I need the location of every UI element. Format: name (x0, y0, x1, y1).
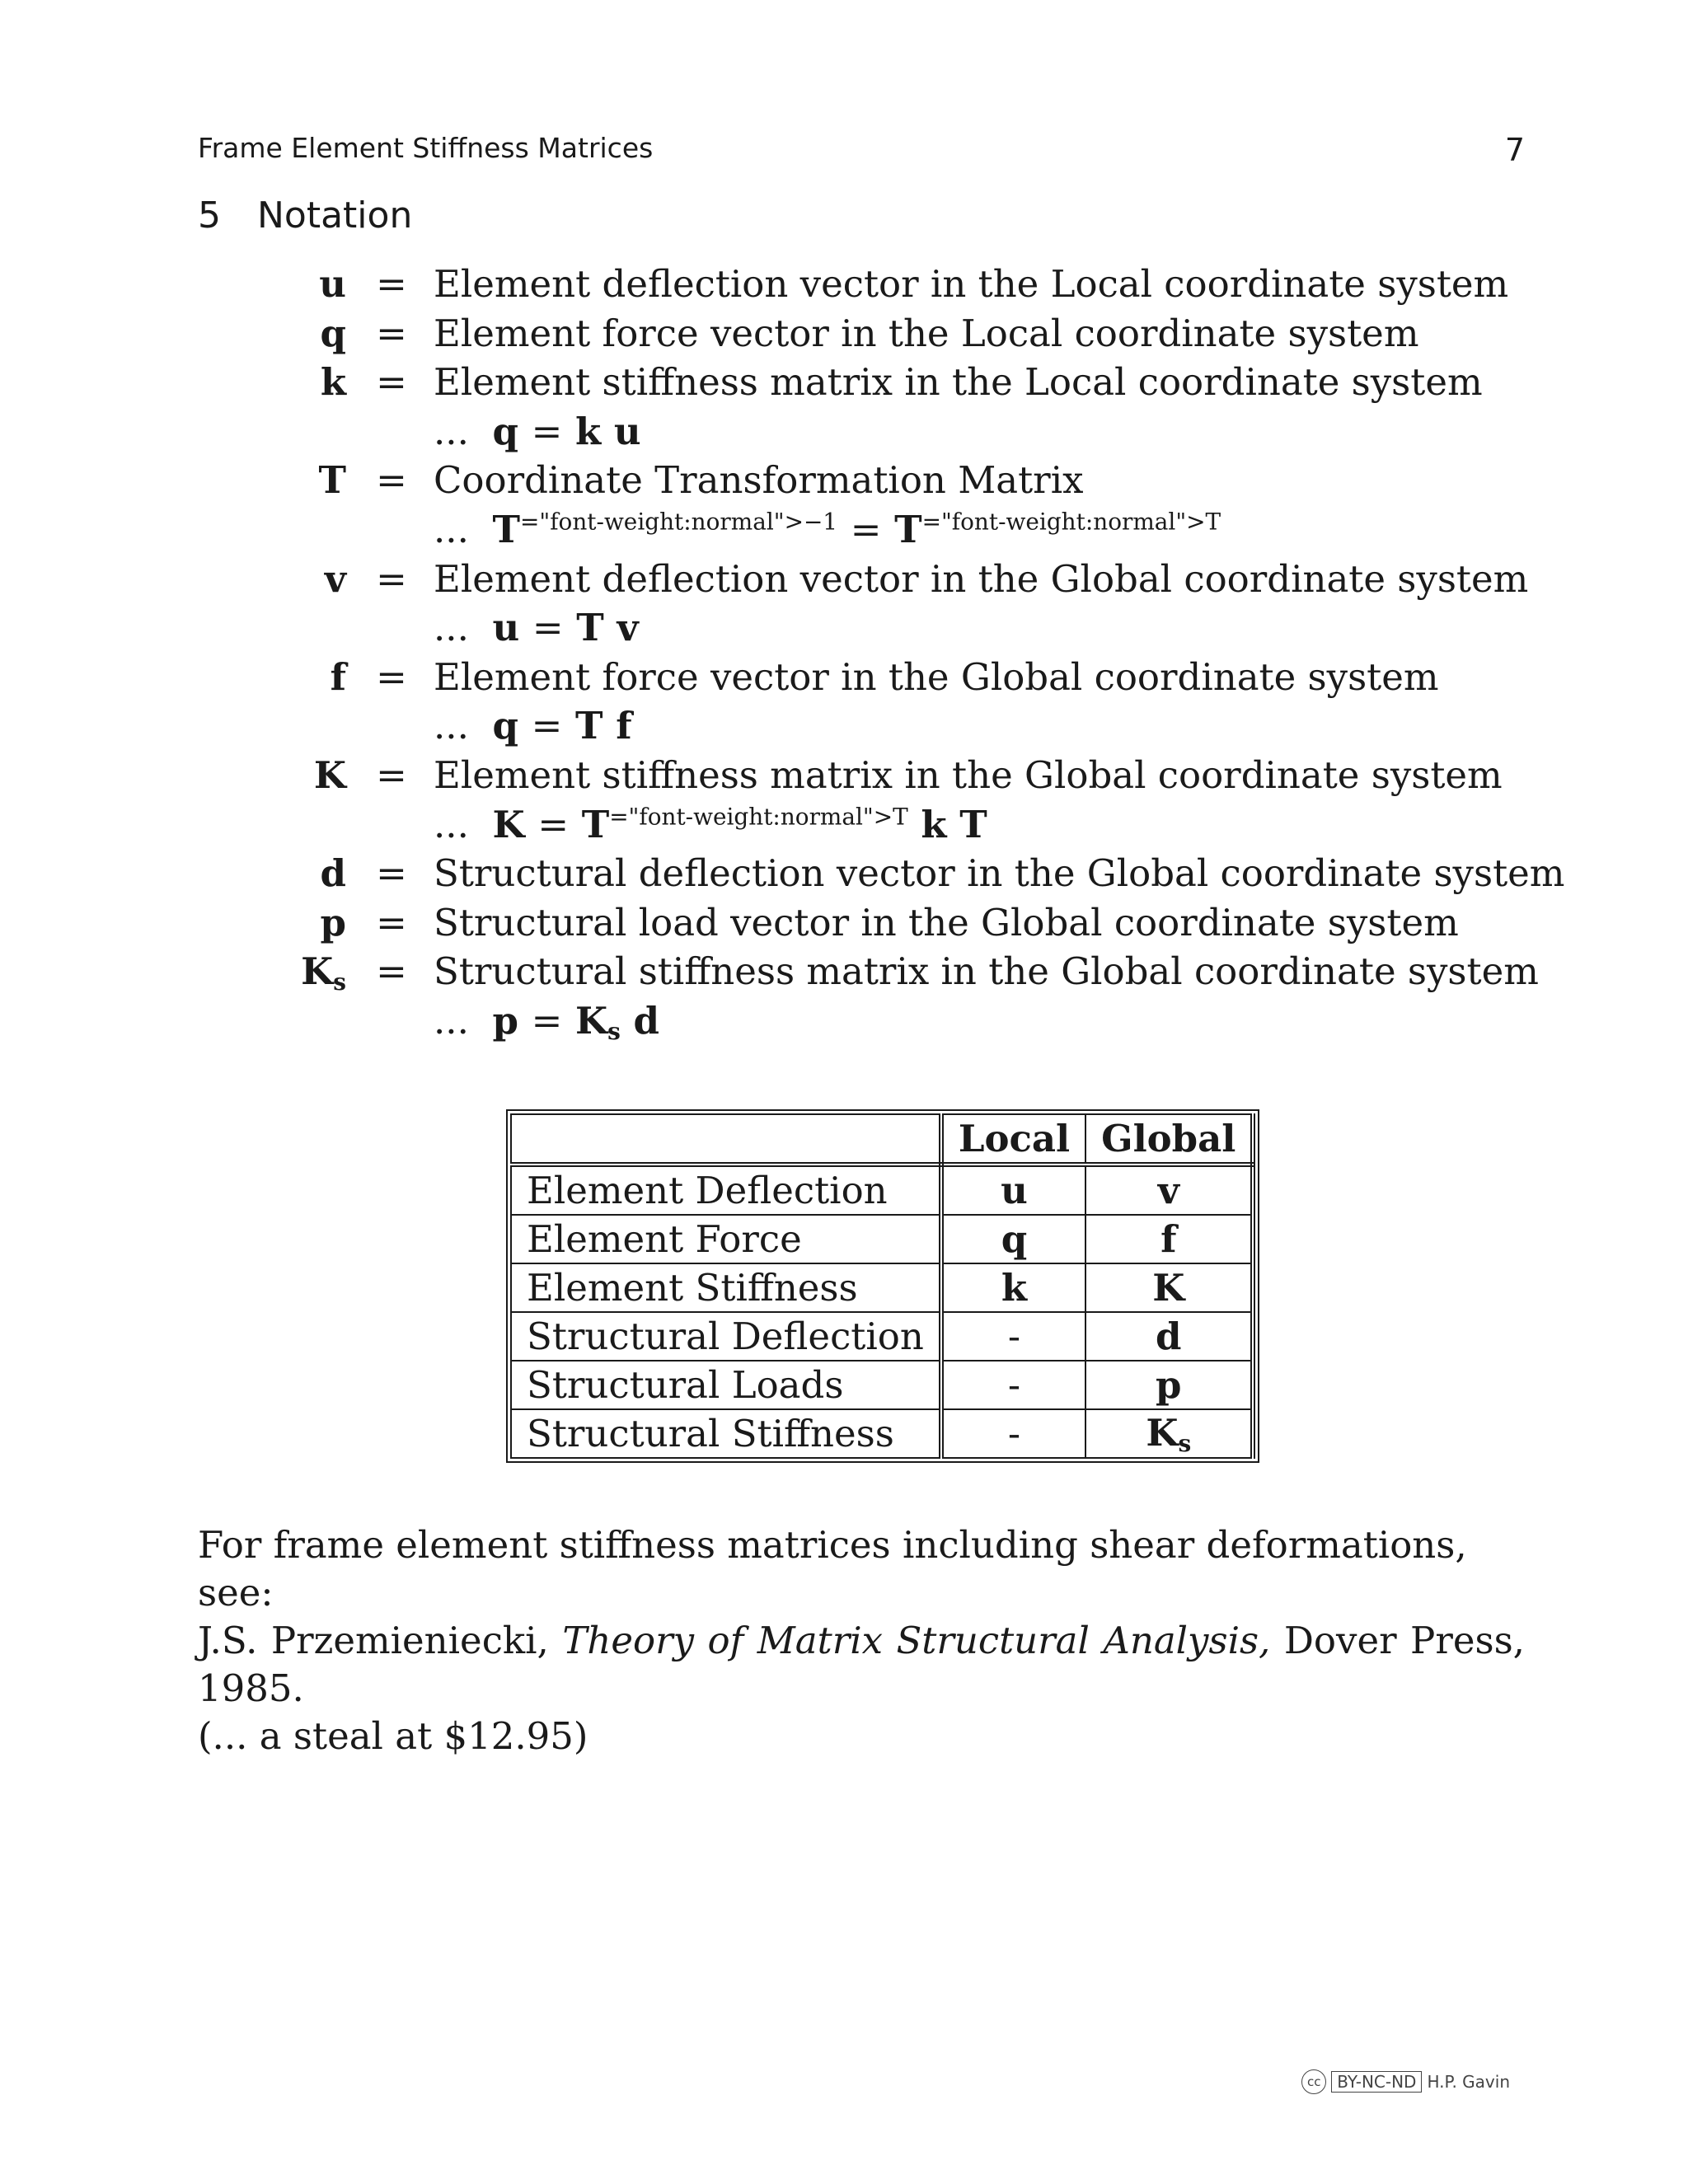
notation-row (272, 901, 1508, 950)
table-header-cell: Local (941, 1114, 1085, 1165)
equals-sign: = (376, 654, 407, 699)
reference-line-1: For frame element stiffness matrices including shear deformations, see: (198, 1523, 1467, 1615)
notation-definition: Element deflection vector in the Global coordinate system (434, 556, 1529, 601)
notation-definition: Element force vector in the Local coordinate system (434, 311, 1419, 355)
relation-text: ... q = k u (434, 409, 641, 453)
relation-text: ... $p = K_s$ d (434, 998, 660, 1045)
reference-publisher: Dover Press, 1985. (198, 1619, 1525, 1710)
table-cell: - (941, 1312, 1085, 1361)
table-row (511, 1312, 1253, 1361)
creative-commons-icon: cc (1301, 2069, 1326, 2094)
equals-sign: = (376, 311, 407, 355)
section-number: 5 (198, 194, 221, 237)
notation-relation (272, 999, 1508, 1048)
reference-line-2 (198, 1617, 1525, 1713)
header-title: Frame Element Stiffness Matrices (198, 132, 654, 164)
notation-row (272, 655, 1508, 705)
notation-row (272, 556, 1529, 607)
notation-definition: Element force vector in the Global coordinate system (434, 654, 1439, 699)
table-row (511, 1409, 1253, 1458)
footer-author: H.P. Gavin (1427, 2072, 1510, 2092)
table-cell: Element Force (511, 1215, 941, 1263)
notation-relation (272, 410, 1508, 459)
notation-symbol: q (320, 311, 346, 355)
reference-author: J.S. Przemieniecki, (198, 1619, 549, 1662)
notation-row (272, 262, 1508, 312)
notation-row (272, 360, 1508, 410)
table-cell: Element Deflection (511, 1165, 941, 1215)
equals-sign: = (376, 851, 407, 896)
equals-sign: = (376, 458, 407, 503)
notation-definition: Structural deflection vector in the Global coordinate system (434, 851, 1565, 896)
notation-definition: Element deflection vector in the Local coordinate system (434, 262, 1509, 306)
notation-relation (272, 508, 1508, 557)
notation-row (272, 312, 1508, 361)
table-cell: Structural Stiffness (511, 1409, 941, 1458)
table-header-cell (511, 1114, 941, 1165)
table-header-cell: Global (1085, 1114, 1253, 1165)
table-cell: k (941, 1263, 1085, 1312)
relation-text: ... $K = T^{="font-weight:normal">T}$ k T (434, 802, 987, 846)
table-cell: Structural Loads (511, 1361, 941, 1409)
notation-row (272, 949, 1539, 999)
notation-symbol: d (320, 851, 346, 896)
notation-definition: Structural load vector in the Global coordinate system (434, 900, 1459, 944)
notation-table (510, 1113, 1255, 1459)
section-title: Notation (257, 194, 413, 237)
equals-sign: = (376, 556, 407, 601)
license-footer (1301, 2069, 1510, 2094)
table-cell: K (1085, 1263, 1253, 1312)
notation-list (272, 262, 1565, 1048)
notation-symbol: K (313, 752, 346, 797)
notation-definition: Coordinate Transformation Matrix (434, 458, 1084, 503)
notation-symbol: k (320, 360, 346, 405)
notation-row (272, 753, 1508, 803)
table-row (511, 1215, 1253, 1263)
table-row (511, 1165, 1253, 1215)
table-header-row (511, 1114, 1253, 1165)
notation-symbol: u (319, 262, 346, 306)
notation-definition: Structural stiffness matrix in the Global coordinate system (434, 949, 1539, 994)
equals-sign: = (376, 900, 407, 944)
equals-sign: = (376, 752, 407, 797)
table-cell: q (941, 1215, 1085, 1263)
notation-relation (272, 704, 1508, 753)
notation-definition: Element stiffness matrix in the Local coordinate system (434, 360, 1483, 405)
notation-relation (272, 803, 1508, 852)
notation-symbol: v (324, 556, 346, 601)
table-cell: f (1085, 1215, 1253, 1263)
table-row (511, 1263, 1253, 1312)
table-cell: p (1085, 1361, 1253, 1409)
reference-text (198, 1521, 1525, 1760)
notation-definition: Element stiffness matrix in the Global coordinate system (434, 752, 1503, 797)
notation-symbol: f (330, 654, 346, 699)
running-header (198, 132, 1525, 168)
equals-sign: = (376, 360, 407, 405)
page-number: 7 (1504, 132, 1525, 168)
equals-sign: = (376, 262, 407, 306)
notation-symbol: T (318, 458, 346, 503)
table-cell: $K_s$ (1085, 1409, 1253, 1458)
section-heading (198, 194, 412, 237)
table-cell: - (941, 1361, 1085, 1409)
table-row (511, 1361, 1253, 1409)
table-frame (506, 1109, 1259, 1463)
table-cell: Element Stiffness (511, 1263, 941, 1312)
notation-row (272, 851, 1565, 901)
notation-symbol: p (320, 900, 346, 944)
table-cell: u (941, 1165, 1085, 1215)
notation-symbol: $K_s$ (301, 949, 346, 996)
reference-line-3: (... a steal at $12.95) (198, 1714, 588, 1758)
reference-book-title: Theory of Matrix Structural Analysis, (562, 1619, 1271, 1662)
table-cell: - (941, 1409, 1085, 1458)
equals-sign: = (376, 949, 407, 994)
relation-text: ... u = T v (434, 606, 639, 650)
license-badge: BY-NC-ND (1331, 2071, 1422, 2093)
summary-table (506, 1109, 1259, 1463)
notation-relation (272, 606, 1508, 655)
notation-row (272, 458, 1508, 508)
table-cell: Structural Deflection (511, 1312, 941, 1361)
table-body (511, 1114, 1253, 1458)
relation-text: ... q = T f (434, 704, 632, 748)
table-cell: d (1085, 1312, 1253, 1361)
table-cell: v (1085, 1165, 1253, 1215)
relation-text: ... $T^{="font-weight:normal">-1} = T^{="font-weight:normal">T}$ (434, 507, 1221, 551)
